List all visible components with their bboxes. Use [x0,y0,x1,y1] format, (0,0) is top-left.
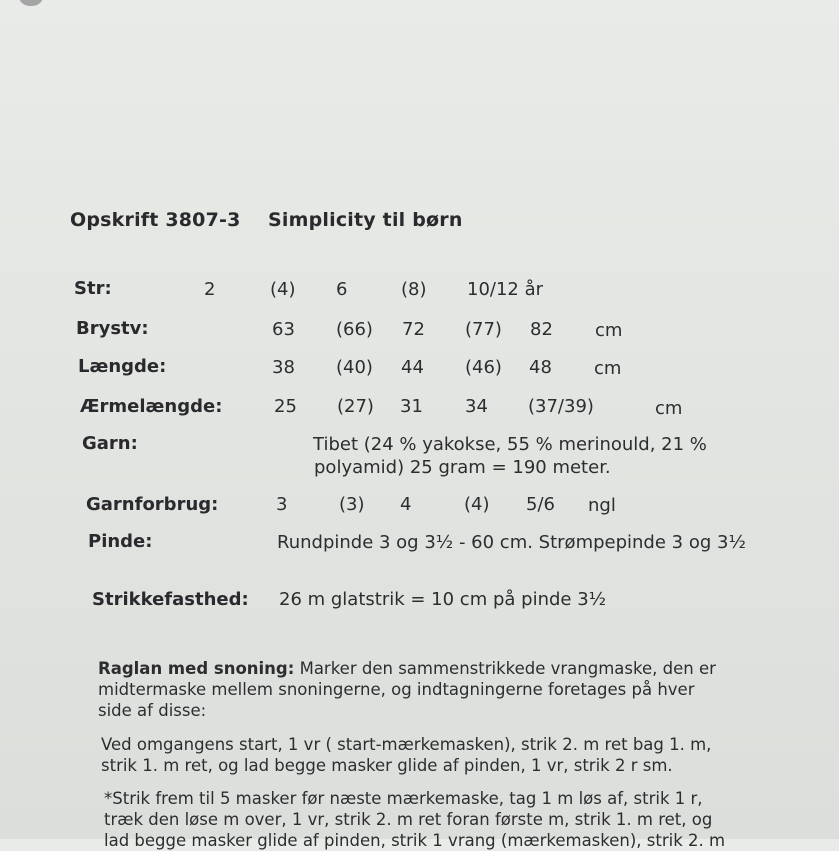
chest-value: 82 [530,319,553,340]
size-value: 2 [204,279,216,300]
repeat-paragraph [104,788,804,851]
size-value: (4) [270,279,296,300]
raglan-title: Raglan med snoning: [98,659,295,678]
yarn-line: Tibet (24 % yakokse, 55 % merinould, 21 % [313,434,707,455]
yarn-usage-value: (4) [464,494,490,515]
yarn-label: Garn: [82,433,138,454]
repeat-line: træk den løse m over, 1 vr, strik 2. m ret foran første m, strik 1. m ret, og [104,810,713,829]
chest-label: Brystv: [76,318,149,339]
sleeve-value: 31 [400,396,423,417]
raglan-paragraph [98,658,798,721]
length-value: 48 [529,357,552,378]
raglan-line: side af disse: [98,701,207,720]
length-value: 38 [272,357,295,378]
length-unit: cm [594,358,622,379]
yarn-line: polyamid) 25 gram = 190 meter. [314,457,611,478]
length-value: (46) [465,357,502,378]
repeat-line: lad begge masker glide af pinden, strik 1 vrang (mærkemasken), strik 2. m [104,831,726,850]
chest-value: (66) [336,319,373,340]
yarn-usage-value: (3) [339,494,365,515]
needles-text: Rundpinde 3 og 3½ - 60 cm. Strømpepinde 3 og 3½ [277,532,746,553]
size-value: 6 [336,279,348,300]
needles-label: Pinde: [88,531,153,552]
yarn-usage-value: 4 [400,494,412,515]
yarn-usage-value: 5/6 [526,494,555,515]
sizes-label: Str: [74,278,112,299]
chest-unit: cm [595,320,623,341]
chest-value: 72 [402,319,425,340]
chest-value: 63 [272,319,295,340]
size-value: 10/12 år [467,279,544,300]
recipe-title: Simplicity til børn [268,209,463,231]
sleeve-value: (27) [337,396,374,417]
size-value: (8) [401,279,427,300]
yarn-usage-value: 3 [276,494,288,515]
gauge-label: Strikkefasthed: [92,589,249,610]
gauge-text: 26 m glatstrik = 10 cm på pinde 3½ [279,589,607,610]
raglan-line: midtermaske mellem snoningerne, og indtagningerne foretages på hver [98,680,695,699]
yarn-usage-unit: ngl [588,495,616,516]
sleeve-value: (37/39) [528,396,594,417]
round-start-paragraph [101,734,801,776]
raglan-line [98,658,798,679]
sleeve-value: 34 [465,396,488,417]
sleeve-value: 25 [274,396,297,417]
repeat-line: *Strik frem til 5 masker før næste mærkemaske, tag 1 m løs af, strik 1 r, [104,789,703,808]
sleeve-label: Ærmelængde: [80,396,223,417]
length-label: Længde: [78,356,167,377]
yarn-usage-label: Garnforbrug: [86,494,219,515]
length-value: (40) [336,357,373,378]
chest-value: (77) [465,319,502,340]
round-start-line: Ved omgangens start, 1 vr ( start-mærkemasken), strik 2. m ret bag 1. m, [101,735,712,754]
raglan-text: Marker den sammenstrikkede vrangmaske, den er [294,659,716,678]
sleeve-unit: cm [655,398,683,419]
round-start-line: strik 1. m ret, og lad begge masker glide af pinden, 1 vr, strik 2 r sm. [101,756,673,775]
page-corner-mark [18,0,44,6]
length-value: 44 [401,357,424,378]
recipe-number: Opskrift 3807-3 [70,209,241,231]
